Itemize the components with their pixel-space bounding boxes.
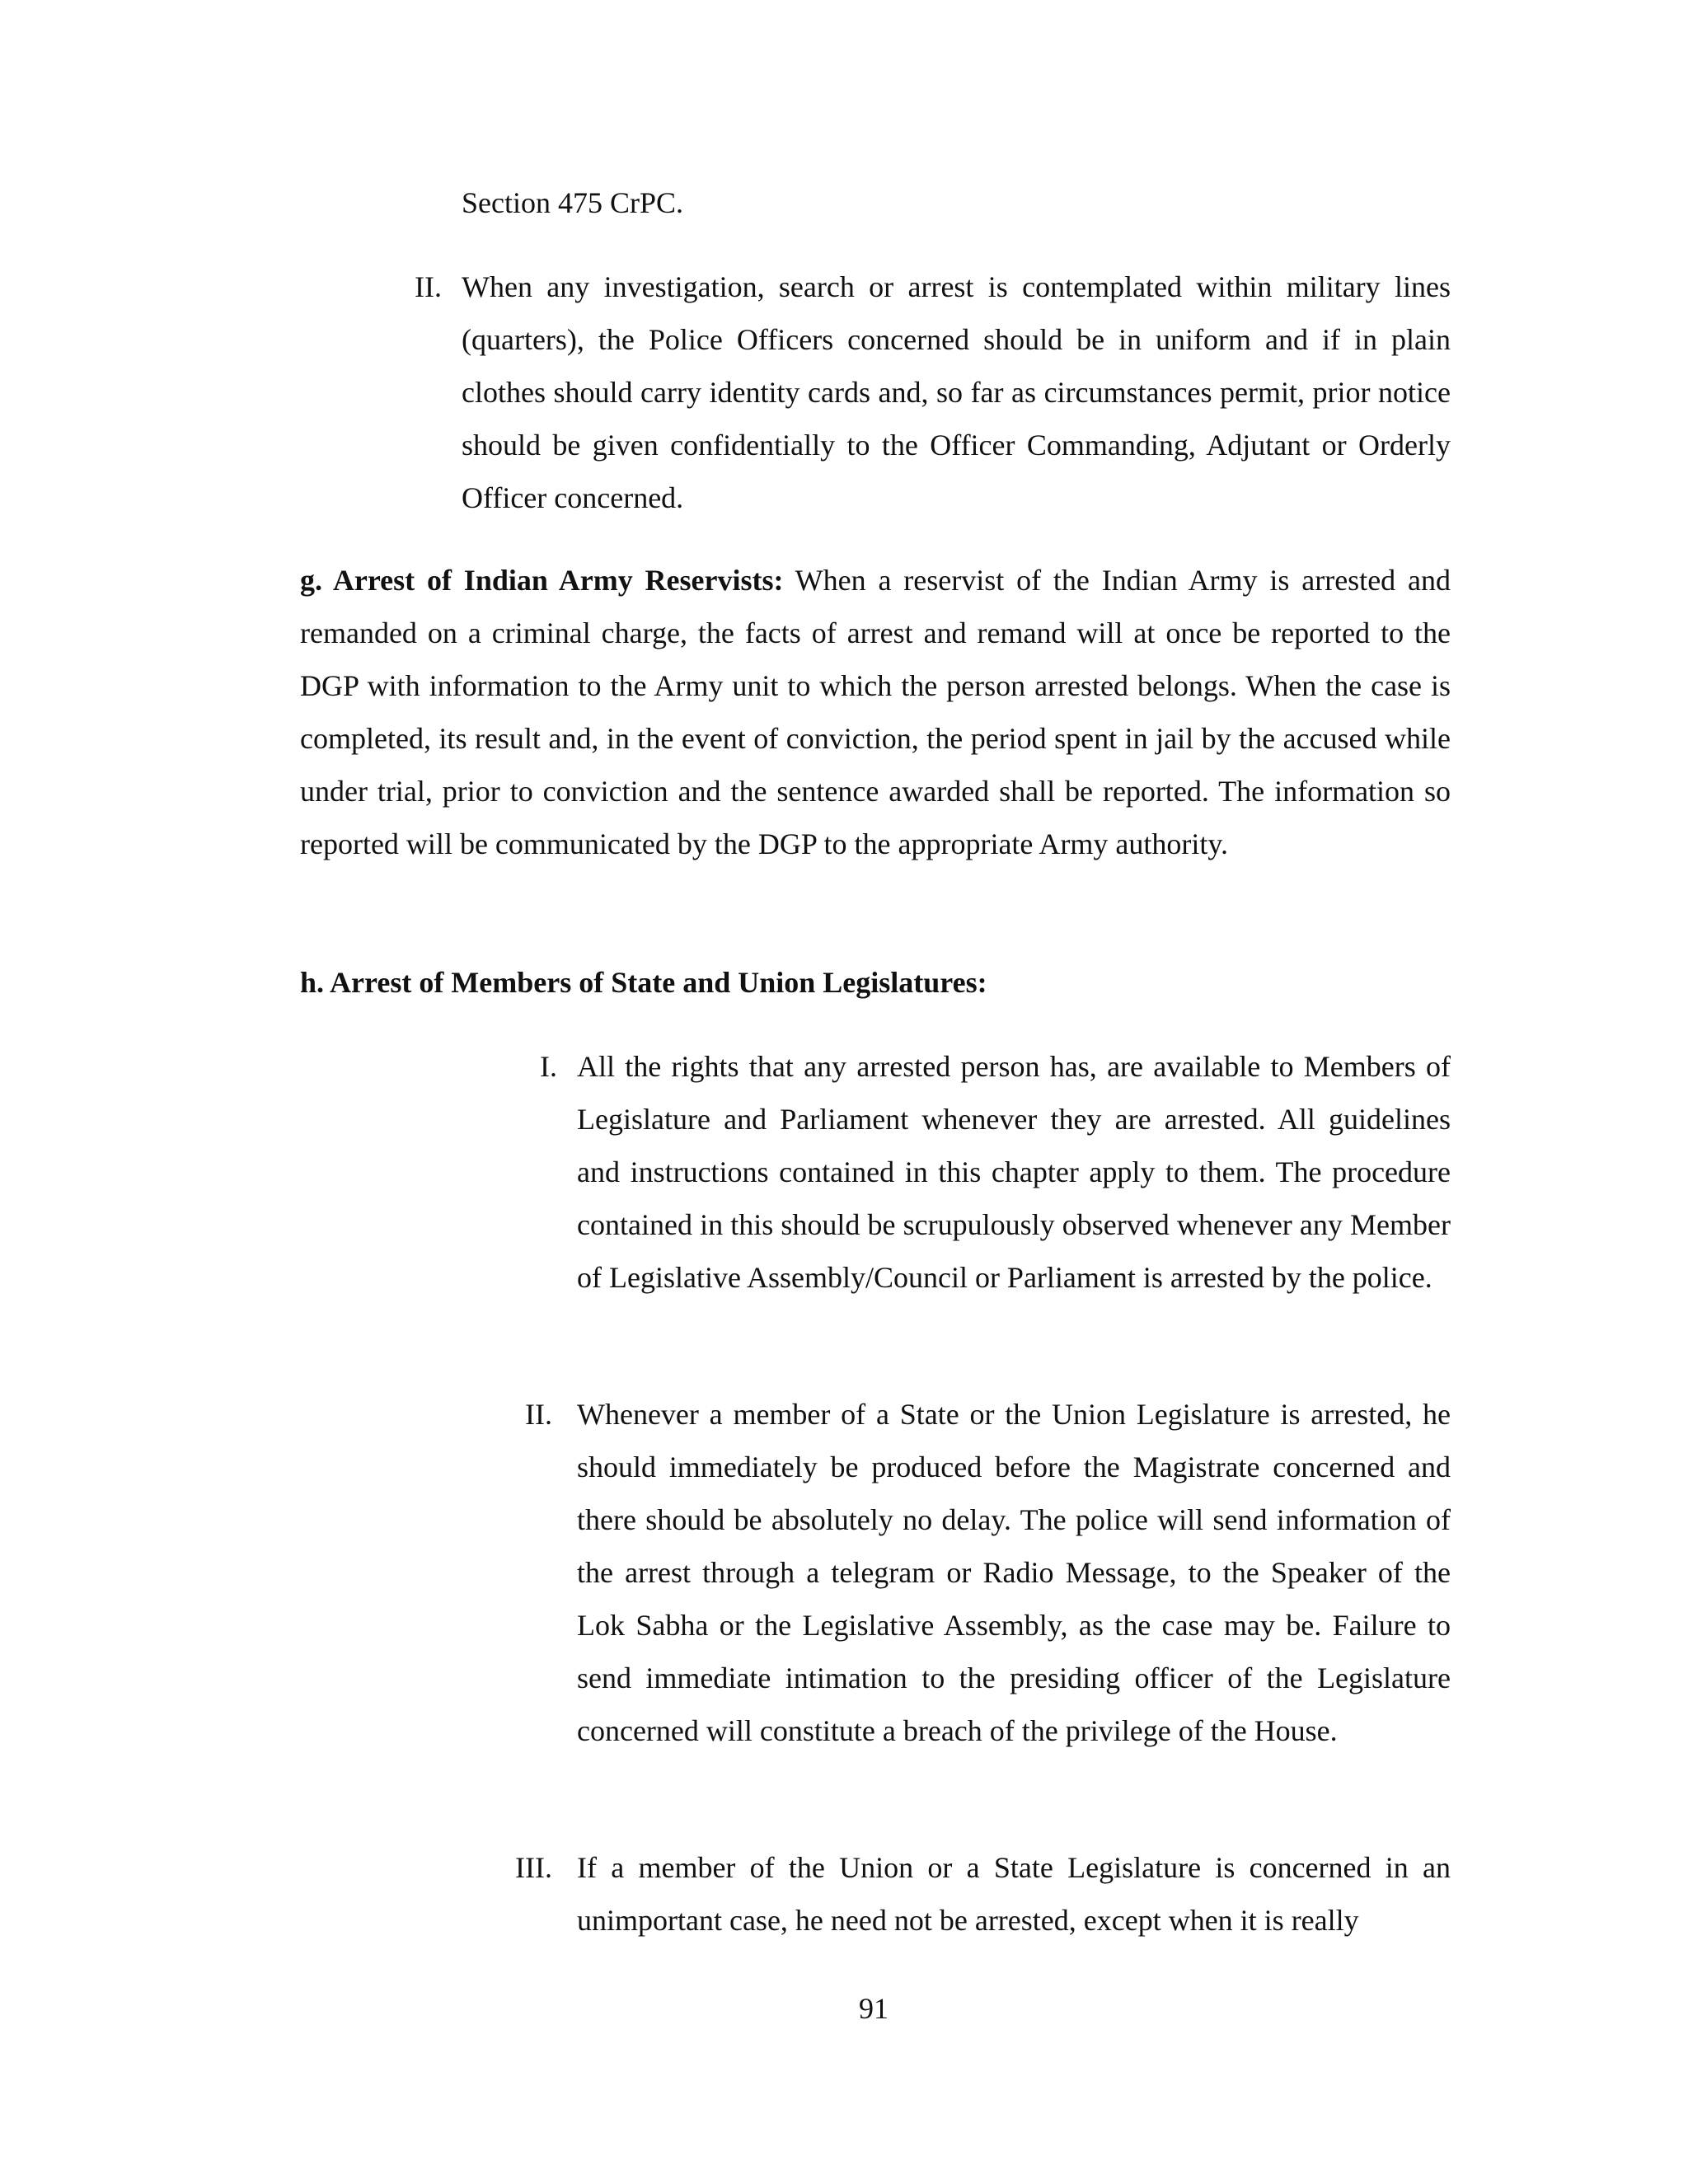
section-g-heading: g. Arrest of Indian Army Reservists: xyxy=(300,564,784,597)
continuation-text: Section 475 CrPC. xyxy=(462,186,684,219)
section-h-item-ii-text: Whenever a member of a State or the Union Legislature is arrested, he should immediately be produced before the Magistrate concerned and there should be absolutely no delay. The police will send information of the arrest through a telegram or Radio Message, to the Speaker of the Lok Sabha or the Legislative Assembly, as the case may be. Failure to send immediate intimation to the presiding officer of the Legislature concerned will constitute a breach of the privilege of the House. xyxy=(577,1398,1451,1747)
section-h-item-iii-numeral: III. xyxy=(515,1851,552,1884)
item-f-ii-text: When any investigation, search or arrest is contemplated within military lines (quarters), the Police Officers concerned should be in uniform and if in plain clothes should carry identity cards and, so far as circumstances permit, prior notice should be given confidentially to the Officer Commanding, Adjutant or Orderly Officer concerned. xyxy=(462,270,1451,514)
page-number: 91 xyxy=(859,1992,889,2025)
item-f-ii-numeral: II. xyxy=(415,270,442,303)
section-h-item-i-text: All the rights that any arrested person has, are available to Members of Legislature and Parliament whenever they are arrested. All guidelines and instructions contained in this chapter apply to them. The procedure contained in this should be scrupulously observed whenever any Member of Legislative Assembly/Council or Parliament is arrested by the police. xyxy=(577,1050,1451,1294)
section-h-heading: h. Arrest of Members of State and Union Legislatures: xyxy=(300,966,987,999)
section-h-item-ii-numeral: II. xyxy=(525,1398,552,1431)
section-g-paragraph xyxy=(300,554,1451,870)
section-g-text: When a reservist of the Indian Army is arrested and remanded on a criminal charge, the facts of arrest and remand will at once be reported to the DGP with information to the Army unit to which the person arrested belongs. When the case is completed, its result and, in the event of conviction, the period spent in jail by the accused while under trial, prior to conviction and the sentence awarded shall be reported. The information so reported will be communicated by the DGP to the appropriate Army authority. xyxy=(300,564,1451,860)
section-h-item-i-numeral: I. xyxy=(540,1050,557,1083)
section-h-item-iii-text: If a member of the Union or a State Legislature is concerned in an unimportant case, he need not be arrested, except when it is really xyxy=(577,1851,1451,1937)
